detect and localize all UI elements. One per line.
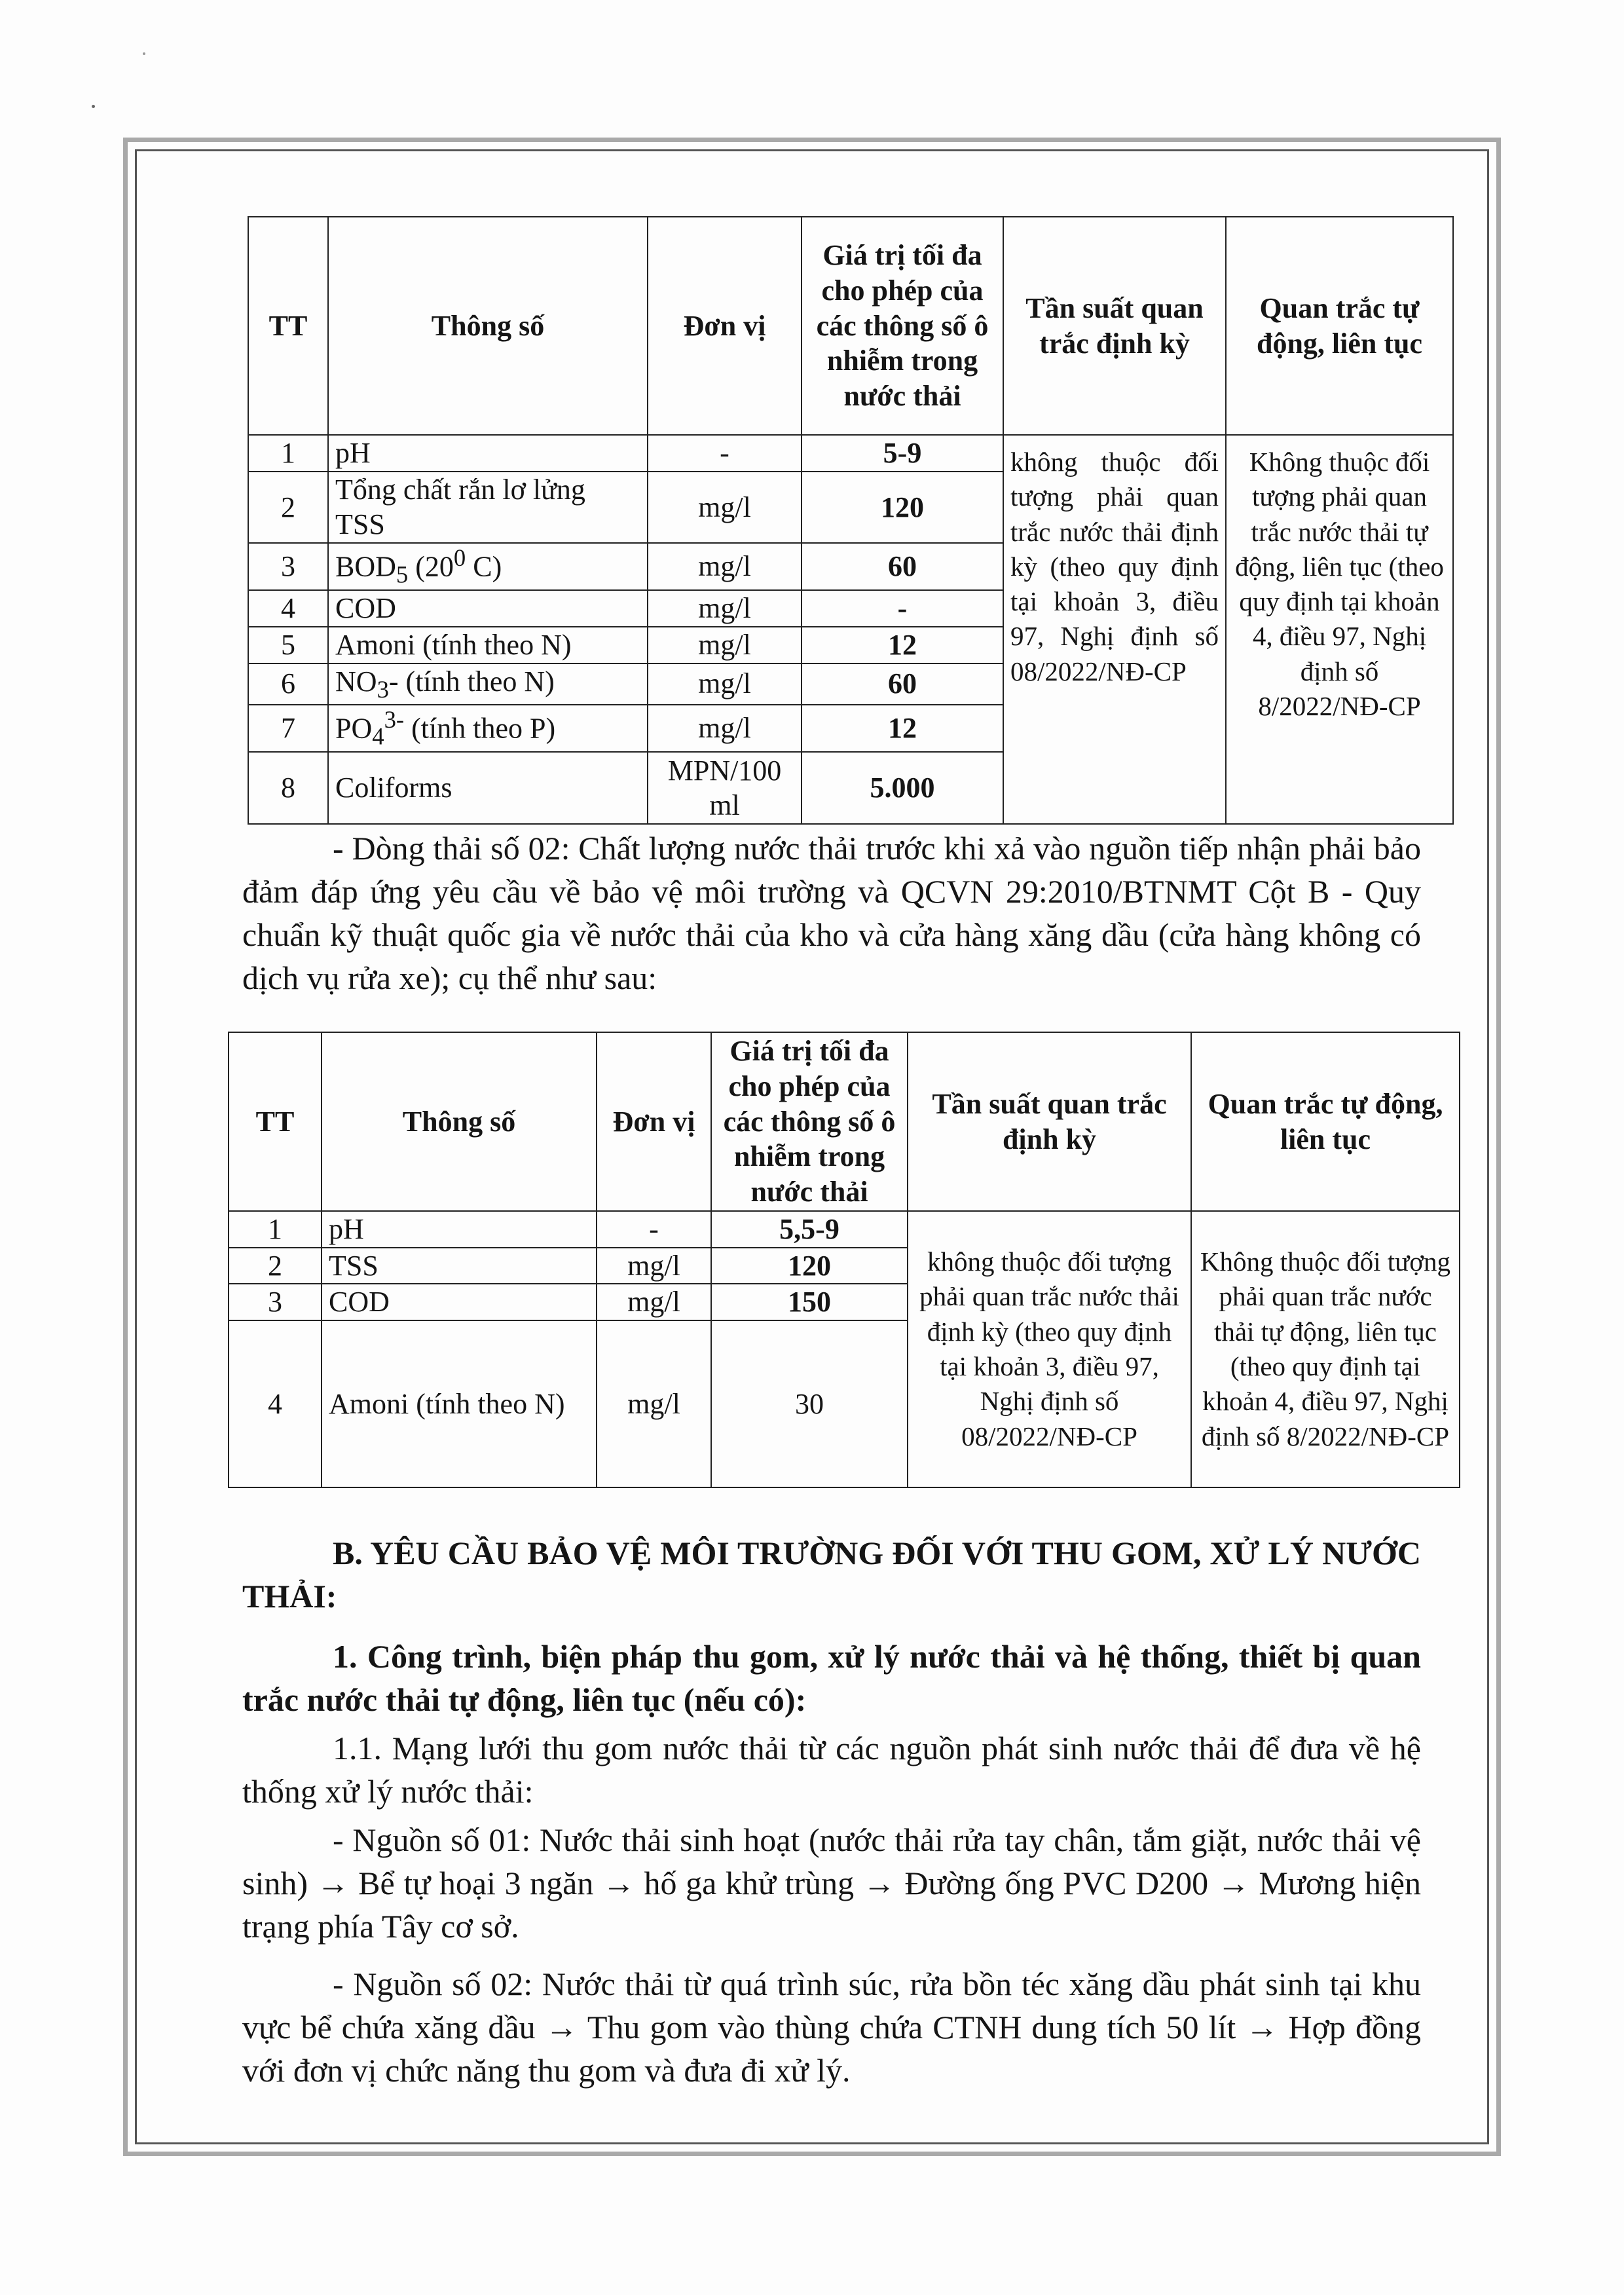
periodic-monitoring-note: không thuộc đối tượng phải quan trắc nước thải định kỳ (theo quy định tại khoản 3, điều 97, Nghị định số 08/2022/NĐ-CP	[908, 1211, 1191, 1487]
row-unit: mg/l	[648, 627, 802, 663]
row-parameter: COD	[322, 1284, 597, 1320]
scan-speck	[143, 52, 145, 55]
table-row	[229, 1211, 1460, 1248]
row-parameter: Tổng chất rắn lơ lửng TSS	[328, 472, 648, 543]
row-tt: 1	[248, 435, 328, 472]
row-tt: 5	[248, 627, 328, 663]
row-parameter: COD	[328, 590, 648, 627]
row-parameter: $PO_4^{3-}$ (tính theo P)	[328, 705, 648, 752]
header-max-value: Giá trị tối đa cho phép của các thông số ô nhiễm trong nước thải	[711, 1032, 908, 1211]
row-value: 12	[802, 627, 1003, 663]
periodic-monitoring-note: không thuộc đối tượng phải quan trắc nước thải định kỳ (theo quy định tại khoản 3, điều 97, Nghị định số 08/2022/NĐ-CP	[1003, 435, 1226, 824]
row-tt: 2	[248, 472, 328, 543]
row-value: 120	[802, 472, 1003, 543]
auto-monitoring-note: Không thuộc đối tượng phải quan trắc nước thải tự động, liên tục (theo quy định tại khoản 4, điều 97, Nghị định số 8/2022/NĐ-CP	[1226, 435, 1453, 824]
row-parameter: pH	[328, 435, 648, 472]
row-value: 120	[711, 1248, 908, 1284]
row-unit: mg/l	[597, 1248, 711, 1284]
row-unit: mg/l	[597, 1284, 711, 1320]
row-value: 5,5-9	[711, 1211, 908, 1248]
table-row	[248, 435, 1453, 472]
paragraph-source-1: - Nguồn số 01: Nước thải sinh hoạt (nước thải rửa tay chân, tắm giặt, nước thải vệ sinh) → Bể tự hoại 3 ngăn → hố ga khử trùng → Đường ống PVC D200 → Mương hiện trạng phía Tây cơ sở.	[242, 1821, 1421, 1945]
row-unit: mg/l	[648, 663, 802, 705]
row-tt: 3	[229, 1284, 322, 1320]
row-unit: mg/l	[597, 1320, 711, 1487]
row-value: 30	[711, 1320, 908, 1487]
row-parameter: pH	[322, 1211, 597, 1248]
row-tt: 6	[248, 663, 328, 705]
row-parameter: Amoni (tính theo N)	[322, 1320, 597, 1487]
header-parameter: Thông số	[322, 1032, 597, 1211]
header-auto-monitoring: Quan trắc tự động, liên tục	[1191, 1032, 1460, 1211]
section-1-heading: 1. Công trình, biện pháp thu gom, xử lý nước thải và hệ thống, thiết bị quan trắc nước thải tự động, liên tục (nếu có):	[242, 1638, 1421, 1718]
scan-speck	[92, 105, 95, 108]
section-b-heading: B. YÊU CẦU BẢO VỆ MÔI TRƯỜNG ĐỐI VỚI THU GOM, XỬ LÝ NƯỚC THẢI:	[242, 1535, 1421, 1614]
row-tt: 2	[229, 1248, 322, 1284]
header-auto-monitoring: Quan trắc tự động, liên tục	[1226, 217, 1453, 435]
paragraph-1-1: 1.1. Mạng lưới thu gom nước thải từ các nguồn phát sinh nước thải để đưa về hệ thống xử lý nước thải:	[242, 1730, 1421, 1810]
wastewater-stream-1-table	[248, 216, 1454, 825]
row-parameter: TSS	[322, 1248, 597, 1284]
header-max-value: Giá trị tối đa cho phép của các thông số ô nhiễm trong nước thải	[802, 217, 1003, 435]
row-tt: 4	[229, 1320, 322, 1487]
row-value: 5-9	[802, 435, 1003, 472]
row-tt: 8	[248, 752, 328, 824]
row-unit: mg/l	[648, 472, 802, 543]
header-unit: Đơn vị	[648, 217, 802, 435]
row-tt: 7	[248, 705, 328, 752]
row-value: -	[802, 590, 1003, 627]
header-unit: Đơn vị	[597, 1032, 711, 1211]
row-parameter: $BOD_5$ ($20^0$ C)	[328, 543, 648, 590]
row-value: 5.000	[802, 752, 1003, 824]
paragraph-source-2: - Nguồn số 02: Nước thải từ quá trình súc, rửa bồn téc xăng dầu phát sinh tại khu vực bể chứa xăng dầu → Thu gom vào thùng chứa CTNH dung tích 50 lít → Hợp đồng với đơn vị chức năng thu gom và đưa đi xử lý.	[242, 1966, 1421, 2089]
header-periodic-frequency: Tần suất quan trắc định kỳ	[908, 1032, 1191, 1211]
row-tt: 3	[248, 543, 328, 590]
row-unit: MPN/100 ml	[648, 752, 802, 824]
row-value: 60	[802, 663, 1003, 705]
row-tt: 4	[248, 590, 328, 627]
row-value: 12	[802, 705, 1003, 752]
row-unit: mg/l	[648, 543, 802, 590]
header-tt: TT	[248, 217, 328, 435]
row-value: 60	[802, 543, 1003, 590]
header-parameter: Thông số	[328, 217, 648, 435]
row-tt: 1	[229, 1211, 322, 1248]
row-unit: mg/l	[648, 590, 802, 627]
stream-2-paragraph: - Dòng thải số 02: Chất lượng nước thải trước khi xả vào nguồn tiếp nhận phải bảo đảm đáp ứng yêu cầu về bảo vệ môi trường và QCVN 29:2010/BTNMT Cột B - Quy chuẩn kỹ thuật quốc gia về nước thải của kho và cửa hàng xăng dầu (cửa hàng không có dịch vụ rửa xe); cụ thể như sau:	[242, 830, 1421, 996]
auto-monitoring-note: Không thuộc đối tượng phải quan trắc nước thải tự động, liên tục (theo quy định tại khoản 4, điều 97, Nghị định số 8/2022/NĐ-CP	[1191, 1211, 1460, 1487]
row-parameter: Amoni (tính theo N)	[328, 627, 648, 663]
wastewater-stream-2-table	[228, 1032, 1460, 1488]
row-parameter: Coliforms	[328, 752, 648, 824]
header-periodic-frequency: Tần suất quan trắc định kỳ	[1003, 217, 1226, 435]
row-unit: mg/l	[648, 705, 802, 752]
row-parameter: $NO_3-$ (tính theo N)	[328, 663, 648, 705]
header-tt: TT	[229, 1032, 322, 1211]
row-unit: -	[648, 435, 802, 472]
row-unit: -	[597, 1211, 711, 1248]
row-value: 150	[711, 1284, 908, 1320]
